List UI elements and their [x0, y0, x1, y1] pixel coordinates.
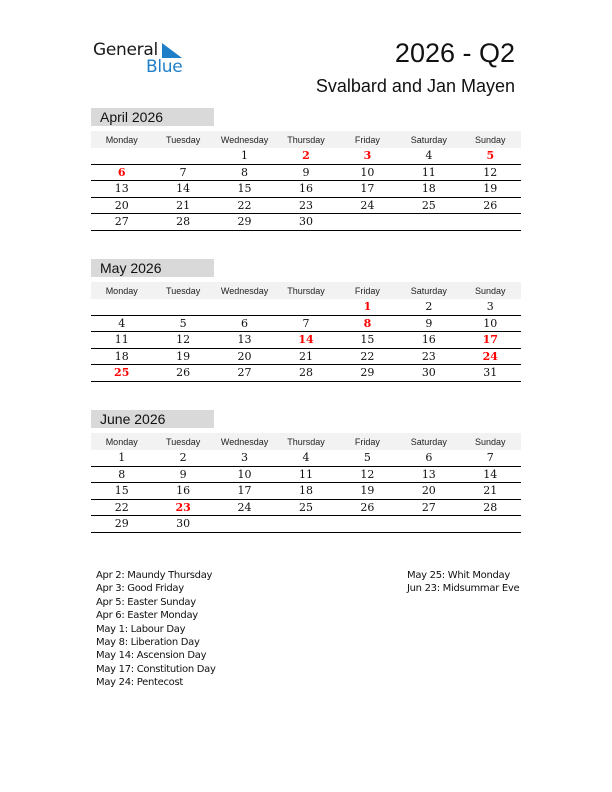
weekday-header-thursday: Thursday — [275, 131, 336, 148]
holiday-day-cell: 6 — [91, 164, 152, 181]
holiday-list-item: Apr 3: Good Friday — [96, 583, 184, 595]
page-title: 2026 - Q2 — [394, 38, 515, 68]
month-label: June 2026 — [91, 410, 214, 428]
holiday-day-cell: 24 — [460, 348, 521, 365]
day-cell: 26 — [337, 499, 398, 516]
day-cell: 5 — [337, 450, 398, 466]
holiday-list-item: Apr 5: Easter Sunday — [96, 596, 196, 608]
holiday-list-item: Jun 23: Midsummar Eve — [407, 583, 520, 595]
month-label: April 2026 — [91, 108, 214, 126]
weeks-body — [91, 299, 521, 381]
day-cell: 25 — [398, 197, 459, 214]
empty-day-cell — [460, 214, 521, 231]
empty-day-cell — [91, 299, 152, 315]
day-cell: 15 — [337, 332, 398, 349]
day-cell: 27 — [398, 499, 459, 516]
holiday-day-cell: 25 — [91, 365, 152, 382]
day-cell: 22 — [214, 197, 275, 214]
weekday-header-sunday: Sunday — [460, 131, 521, 148]
day-cell: 13 — [398, 466, 459, 483]
weekday-header-row — [91, 433, 521, 450]
day-cell: 2 — [398, 299, 459, 315]
weekday-header-friday: Friday — [337, 131, 398, 148]
day-cell: 8 — [214, 164, 275, 181]
weekday-header-monday: Monday — [91, 131, 152, 148]
day-cell: 8 — [91, 466, 152, 483]
day-cell: 14 — [460, 466, 521, 483]
holiday-day-cell: 3 — [337, 148, 398, 164]
day-cell: 21 — [275, 348, 336, 365]
day-cell: 26 — [152, 365, 213, 382]
week-row — [91, 299, 521, 315]
empty-day-cell — [275, 299, 336, 315]
empty-day-cell — [337, 516, 398, 533]
day-cell: 19 — [152, 348, 213, 365]
day-cell: 28 — [152, 214, 213, 231]
month-calendar-table — [91, 282, 521, 382]
week-row — [91, 332, 521, 349]
day-cell: 13 — [214, 332, 275, 349]
day-cell: 22 — [91, 499, 152, 516]
day-cell: 4 — [398, 148, 459, 164]
day-cell: 3 — [460, 299, 521, 315]
month-april — [91, 108, 521, 231]
day-cell: 20 — [214, 348, 275, 365]
weekday-header-wednesday: Wednesday — [214, 282, 275, 299]
logo-triangle-icon — [162, 43, 182, 58]
day-cell: 7 — [275, 315, 336, 332]
empty-day-cell — [398, 214, 459, 231]
holiday-day-cell: 5 — [460, 148, 521, 164]
day-cell: 17 — [214, 483, 275, 500]
day-cell: 9 — [152, 466, 213, 483]
empty-day-cell — [152, 148, 213, 164]
day-cell: 23 — [398, 348, 459, 365]
month-may — [91, 259, 521, 382]
day-cell: 29 — [214, 214, 275, 231]
day-cell: 27 — [91, 214, 152, 231]
weeks-body — [91, 148, 521, 230]
day-cell: 9 — [398, 315, 459, 332]
weekday-header-thursday: Thursday — [275, 433, 336, 450]
day-cell: 21 — [152, 197, 213, 214]
weekday-header-friday: Friday — [337, 433, 398, 450]
logo-text-blue: Blue — [146, 57, 183, 77]
day-cell: 11 — [275, 466, 336, 483]
weekday-header-saturday: Saturday — [398, 131, 459, 148]
weekday-header-sunday: Sunday — [460, 282, 521, 299]
weekday-header-wednesday: Wednesday — [214, 433, 275, 450]
day-cell: 16 — [275, 181, 336, 198]
day-cell: 11 — [91, 332, 152, 349]
week-row — [91, 466, 521, 483]
weekday-header-thursday: Thursday — [275, 282, 336, 299]
holiday-day-cell: 14 — [275, 332, 336, 349]
day-cell: 11 — [398, 164, 459, 181]
day-cell: 13 — [91, 181, 152, 198]
day-cell: 17 — [337, 181, 398, 198]
day-cell: 30 — [152, 516, 213, 533]
weekday-header-tuesday: Tuesday — [152, 282, 213, 299]
month-calendar-table — [91, 433, 521, 533]
day-cell: 4 — [275, 450, 336, 466]
logo-text-general: General — [93, 40, 158, 60]
week-row — [91, 197, 521, 214]
day-cell: 30 — [275, 214, 336, 231]
month-june — [91, 410, 521, 533]
day-cell: 15 — [214, 181, 275, 198]
day-cell: 19 — [460, 181, 521, 198]
empty-day-cell — [214, 299, 275, 315]
weekday-header-wednesday: Wednesday — [214, 131, 275, 148]
weekday-header-monday: Monday — [91, 433, 152, 450]
day-cell: 6 — [398, 450, 459, 466]
holiday-list-item: May 17: Constitution Day — [96, 663, 216, 675]
day-cell: 15 — [91, 483, 152, 500]
day-cell: 28 — [275, 365, 336, 382]
holiday-day-cell: 23 — [152, 499, 213, 516]
holiday-list-item: May 14: Ascension Day — [96, 650, 207, 662]
day-cell: 24 — [337, 197, 398, 214]
weekday-header-tuesday: Tuesday — [152, 433, 213, 450]
day-cell: 29 — [337, 365, 398, 382]
day-cell: 3 — [214, 450, 275, 466]
day-cell: 24 — [214, 499, 275, 516]
day-cell: 22 — [337, 348, 398, 365]
day-cell: 16 — [152, 483, 213, 500]
week-row — [91, 181, 521, 198]
day-cell: 25 — [275, 499, 336, 516]
day-cell: 1 — [214, 148, 275, 164]
month-calendar-table — [91, 131, 521, 231]
holiday-list-item: May 24: Pentecost — [96, 677, 184, 689]
empty-day-cell — [91, 148, 152, 164]
day-cell: 10 — [460, 315, 521, 332]
weeks-body — [91, 450, 521, 532]
week-row — [91, 214, 521, 231]
holiday-list-item: May 8: Liberation Day — [96, 637, 200, 649]
day-cell: 4 — [91, 315, 152, 332]
week-row — [91, 315, 521, 332]
day-cell: 18 — [275, 483, 336, 500]
week-row — [91, 483, 521, 500]
holiday-day-cell: 2 — [275, 148, 336, 164]
day-cell: 14 — [152, 181, 213, 198]
week-row — [91, 148, 521, 164]
day-cell: 19 — [337, 483, 398, 500]
day-cell: 23 — [275, 197, 336, 214]
week-row — [91, 516, 521, 533]
day-cell: 7 — [460, 450, 521, 466]
day-cell: 6 — [214, 315, 275, 332]
holiday-list-item: May 25: Whit Monday — [407, 570, 511, 581]
holiday-day-cell: 17 — [460, 332, 521, 349]
day-cell: 28 — [460, 499, 521, 516]
weekday-header-tuesday: Tuesday — [152, 131, 213, 148]
day-cell: 7 — [152, 164, 213, 181]
empty-day-cell — [214, 516, 275, 533]
day-cell: 26 — [460, 197, 521, 214]
holiday-list-left — [96, 569, 216, 690]
weekday-header-row — [91, 282, 521, 299]
day-cell: 21 — [460, 483, 521, 500]
week-row — [91, 499, 521, 516]
holiday-day-cell: 8 — [337, 315, 398, 332]
day-cell: 12 — [337, 466, 398, 483]
empty-day-cell — [152, 299, 213, 315]
month-label: May 2026 — [91, 259, 214, 277]
empty-day-cell — [460, 516, 521, 533]
holiday-list-item: Apr 6: Easter Monday — [96, 610, 198, 622]
generalblue-logo — [93, 40, 188, 80]
weekday-header-friday: Friday — [337, 282, 398, 299]
empty-day-cell — [275, 516, 336, 533]
week-row — [91, 164, 521, 181]
day-cell: 20 — [91, 197, 152, 214]
holiday-list-item: May 1: Labour Day — [96, 623, 186, 635]
day-cell: 10 — [214, 466, 275, 483]
day-cell: 12 — [152, 332, 213, 349]
weekday-header-saturday: Saturday — [398, 282, 459, 299]
day-cell: 10 — [337, 164, 398, 181]
weekday-header-row — [91, 131, 521, 148]
day-cell: 31 — [460, 365, 521, 382]
empty-day-cell — [337, 214, 398, 231]
week-row — [91, 348, 521, 365]
weekday-header-monday: Monday — [91, 282, 152, 299]
holiday-day-cell: 1 — [337, 299, 398, 315]
empty-day-cell — [398, 516, 459, 533]
page-subtitle: Svalbard and Jan Mayen — [315, 76, 515, 96]
day-cell: 18 — [398, 181, 459, 198]
day-cell: 2 — [152, 450, 213, 466]
holiday-list-right — [407, 569, 519, 596]
week-row — [91, 450, 521, 466]
day-cell: 12 — [460, 164, 521, 181]
day-cell: 18 — [91, 348, 152, 365]
day-cell: 16 — [398, 332, 459, 349]
day-cell: 9 — [275, 164, 336, 181]
weekday-header-saturday: Saturday — [398, 433, 459, 450]
holiday-list-item: Apr 2: Maundy Thursday — [96, 570, 213, 581]
day-cell: 27 — [214, 365, 275, 382]
day-cell: 20 — [398, 483, 459, 500]
day-cell: 30 — [398, 365, 459, 382]
day-cell: 1 — [91, 450, 152, 466]
week-row — [91, 365, 521, 382]
weekday-header-sunday: Sunday — [460, 433, 521, 450]
day-cell: 29 — [91, 516, 152, 533]
day-cell: 5 — [152, 315, 213, 332]
